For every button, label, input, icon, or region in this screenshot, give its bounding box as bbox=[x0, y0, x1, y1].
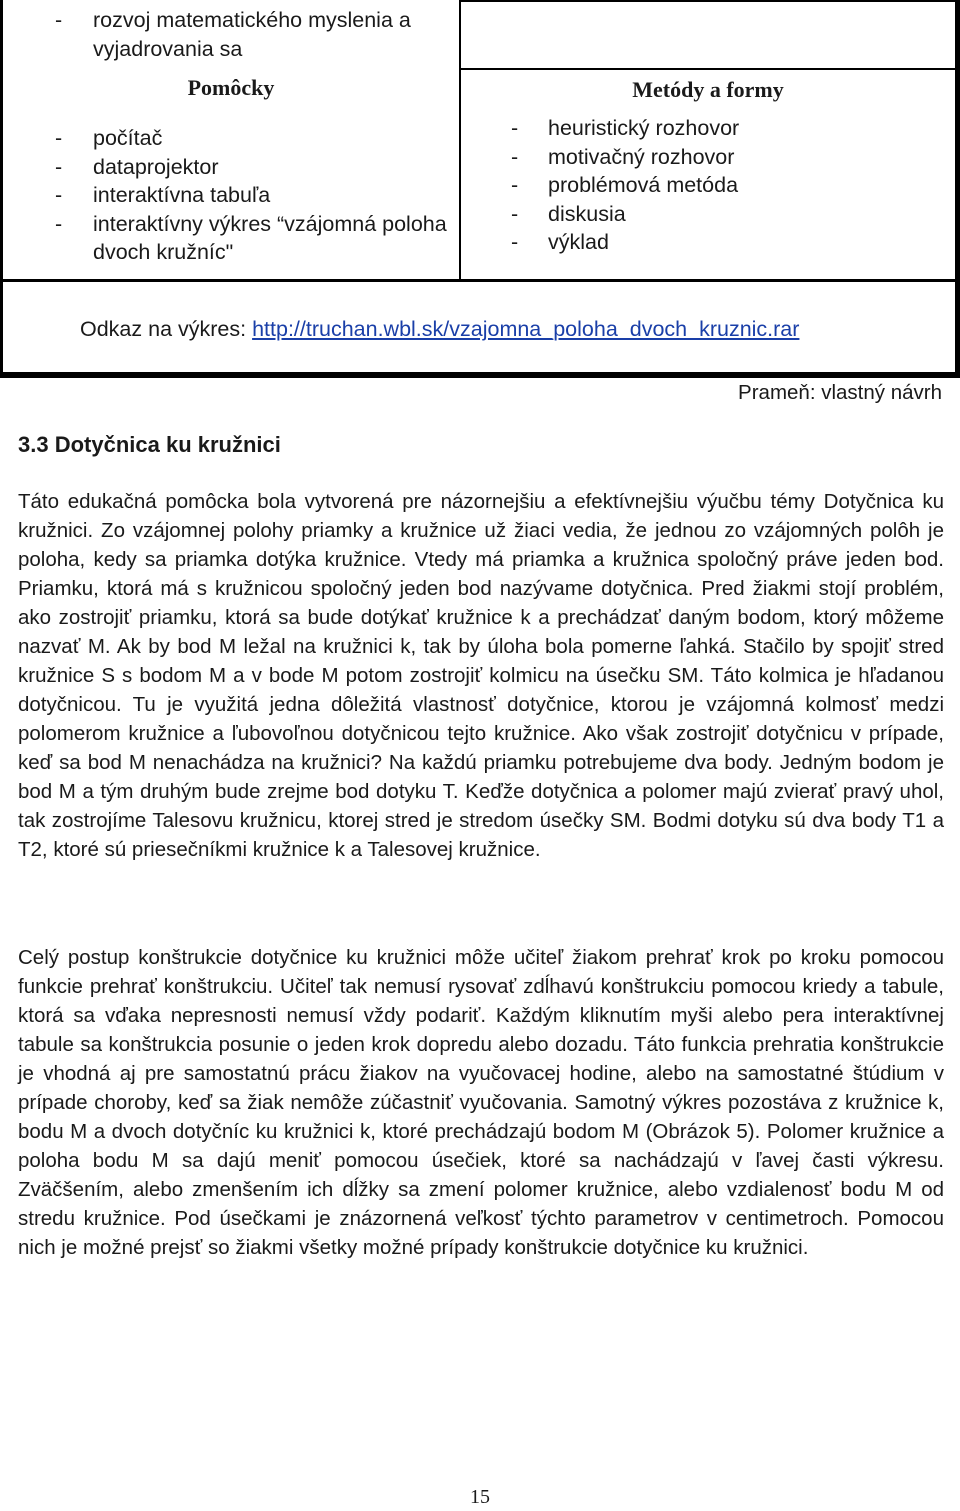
paragraph-1: Táto edukačná pomôcka bola vytvorená pre názornejšiu a efektívnejšiu výučbu témy Dotyčnica ku kružnici. Zo vzájomnej polohy priamky a kružnice už žiaci vedia, že jednou zo vzájomných polôh je poloha, kedy sa priamka dotýka kružnice. Vtedy má priamka a kružnica spoločný práve jeden bod. Priamku, ktorá má s kružnicou spoločný jeden bod nazývame dotyčnica. Pred žiakmi stojí problém, ako zostrojiť priamku, ktorá sa bude dotýkať kružnice k a prechádzať daným bodom, ktorý môžeme nazvať M. Ak by bod M ležal na kružnici k, tak by úloha bola pomerne ľahká. Stačilo by spojiť stred kružnice S s bodom M a v bode M potom zostrojiť kolmicu na úsečku SM. Táto kolmica je hľadanou dotyčnicou. Tu je využitá jedna dôležitá vlastnosť dotyčnice, ktorou je vzájomná kolmosť medzi polomerom kružnice a ľubovoľnou dotyčnicou tejto kružnice. Ako však zostrojiť dotyčnicu v prípade, keď sa bod M nenachádza na kružnici? Na každú priamku potrebujeme dva body. Jedným bodom je bod M a tým druhým bude zrejme bod dotyku T. Keďže dotyčnica a polomer majú zvierať pravý uhol, tak zostrojíme Talesovu kružnicu, ktorej stred je stredom úsečky SM. Bodmi dotyku sú dva body T1 a T2, ktoré sú priesečníkmi kružnice k a Talesovej kružnice. bbox=[18, 490, 944, 861]
list-item: - dataprojektor bbox=[55, 154, 219, 179]
link-row bbox=[80, 317, 799, 342]
list-item: - heuristický rozhovor bbox=[511, 116, 740, 140]
methods-list bbox=[461, 114, 955, 257]
list-item: - interaktívny výkres “vzájomná poloha dvoch kružníc" bbox=[55, 211, 447, 264]
list-item: - diskusia bbox=[511, 201, 626, 226]
aids-cell bbox=[3, 68, 461, 282]
methods-header: Metódy a formy bbox=[632, 77, 784, 102]
list-item: - interaktívna tabuľa bbox=[55, 183, 271, 207]
paragraph-2: Celý postup konštrukcie dotyčnice ku kružnici môže učiteľ žiakom prehrať krok po kroku pomocou funkcie prehrať konštrukciu. Učiteľ tak nemusí rysovať zdĺhavú konštrukciu pomocou kriedy a tabule, ktorá sa vďaka nepresnosti nemusí vždy podariť. Každým kliknutím myši alebo pera interaktívnej tabule sa konštrukcia posunie o jeden krok dopredu alebo dozadu. Táto funkcia prehratia konštrukcie je vhodná aj pre samostatnú prácu žiakov na vyučovacej hodine, alebo na samostatné štúdium v prípade choroby, keď sa žiak nemôže zúčastniť vyučovania. Samotný výkres pozostáva z kružnice k, bodu M a dvoch dotyčníc ku kružnici k, ktoré prechádzajú bodom M (Obrázok 5). Polomer kružnice a poloha bodu M sa dajú meniť pomocou úsečiek, ktoré sa nachádzajú v ľavej časti výkresu. Zväčšením, alebo zmenšením ich dĺžky sa zmení polomer kružnice, alebo vzdialenosť bodu M od stredu kružnice. Pod úsečkami je znázornená veľkosť týchto parametrov v centimetroch. Pomocou nich je možné prejsť so žiakmi všetky možné prípady konštrukcie dotyčnice ku kružnici. bbox=[18, 946, 944, 1259]
empty-cell bbox=[461, 0, 955, 68]
goals-cell bbox=[3, 0, 461, 68]
list-item: - problémová metóda bbox=[511, 173, 739, 197]
methods-cell bbox=[461, 68, 955, 282]
drawing-link[interactable]: http://truchan.wbl.sk/vzajomna_poloha_dvoch_kruznic.rar bbox=[252, 317, 800, 341]
list-item: - rozvoj matematického myslenia a vyjadrovania sa bbox=[55, 8, 411, 61]
lesson-table bbox=[0, 0, 960, 378]
list-item: - motivačný rozhovor bbox=[511, 144, 735, 169]
source-note: Prameň: vlastný návrh bbox=[738, 381, 942, 404]
goals-list bbox=[3, 6, 459, 63]
aids-list bbox=[3, 124, 459, 267]
list-item: - počítač bbox=[55, 126, 163, 150]
page-number: 15 bbox=[470, 1486, 490, 1508]
list-item: - výklad bbox=[511, 230, 609, 254]
section-title: 3.3 Dotyčnica ku kružnici bbox=[18, 432, 281, 457]
aids-header: Pomôcky bbox=[187, 75, 275, 100]
link-cell bbox=[3, 282, 955, 372]
link-label: Odkaz na výkres: bbox=[80, 317, 253, 341]
